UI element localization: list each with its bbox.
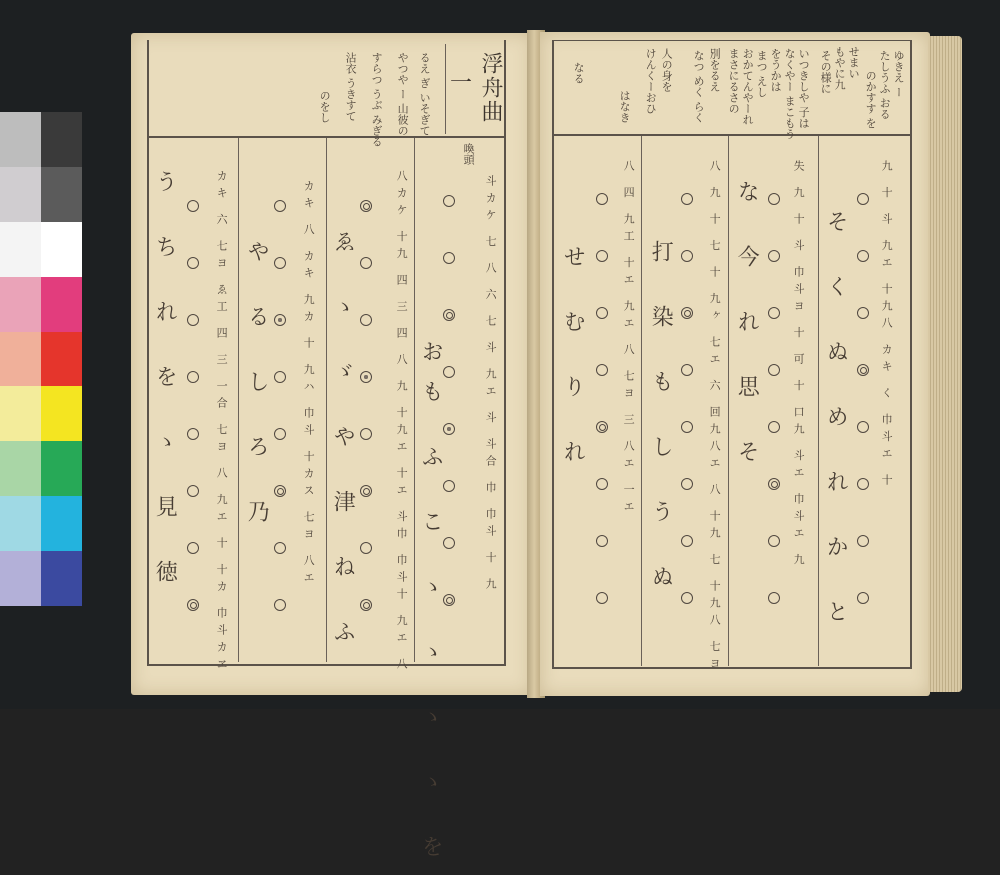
right-header-note: なる [572, 62, 586, 84]
notation-circle [443, 195, 455, 207]
notation-circle [768, 478, 780, 490]
notation-circle [768, 421, 780, 433]
right-header-note: まさにるさの [727, 48, 741, 114]
right-header-note: せまい [847, 46, 861, 79]
left-header-note: るえ ぎ いそぎて [418, 52, 432, 136]
lyric-column: や る し ろ 乃 [244, 240, 270, 540]
left-column-divider [414, 138, 415, 662]
notation-circle [768, 307, 780, 319]
left-header-note: やつや ー 山彼の [396, 52, 410, 136]
calibration-swatch [0, 332, 41, 387]
right-header-note: もやに九 [833, 46, 847, 90]
notation-circle [274, 542, 286, 554]
notation-numbers: 八 九 十 七 十 九ヶ 七エ 六 回九八エ 八 十九 七 十九八 七ヨ [708, 160, 722, 675]
notation-circle [360, 485, 372, 497]
calibration-swatch [0, 496, 41, 551]
calibration-swatch [0, 551, 41, 606]
notation-circle [443, 366, 455, 378]
right-header-note: をうかは [769, 48, 783, 92]
right-header-note: いつきしや 子は [797, 48, 811, 129]
notation-circle [274, 371, 286, 383]
right-header-note: その様に [819, 50, 833, 94]
notation-circle [681, 193, 693, 205]
song-title: 浮舟曲 [478, 52, 503, 124]
notation-circle [274, 257, 286, 269]
notation-circle [857, 478, 869, 490]
right-header-note: 別をるえ [708, 48, 722, 92]
notation-circle [187, 542, 199, 554]
calibration-swatch [0, 386, 41, 441]
right-header-note: まつ えし [755, 50, 769, 98]
notation-circle [768, 535, 780, 547]
right-header-note: なくやー まこもう [783, 48, 797, 140]
notation-circle [360, 371, 372, 383]
notation-circle [596, 535, 608, 547]
notation-circle [768, 364, 780, 376]
page-edge-stack [928, 36, 962, 692]
calibration-swatch [41, 222, 82, 277]
calibration-swatch [41, 332, 82, 387]
lyric-column: せ む り れ [560, 245, 586, 480]
notation-circle [768, 592, 780, 604]
notation-circle [360, 542, 372, 554]
notation-circle [187, 599, 199, 611]
calibration-swatch [41, 551, 82, 606]
notation-circle [443, 309, 455, 321]
notation-circle [360, 200, 372, 212]
notation-circle [596, 307, 608, 319]
notation-circles [360, 200, 372, 656]
right-header-note: のかすす を [864, 70, 878, 129]
notation-circle [681, 250, 693, 262]
notation-circle [274, 428, 286, 440]
notation-circle [596, 421, 608, 433]
notation-circle [596, 592, 608, 604]
notation-circle [360, 599, 372, 611]
notation-circle [187, 371, 199, 383]
notation-circle [857, 193, 869, 205]
notation-circle [596, 478, 608, 490]
lyric-column: そ く ぬ め れ か と [823, 210, 849, 640]
calibration-swatch [0, 112, 41, 167]
notation-circle [596, 193, 608, 205]
notation-circle [681, 592, 693, 604]
left-header-note: 沾衣 うきすて [344, 52, 358, 122]
notation-circle [360, 428, 372, 440]
calibration-swatch [41, 386, 82, 441]
right-header-rule [552, 134, 910, 136]
notation-circle [360, 314, 372, 326]
notation-numbers: 八 四 九工 十エ 九エ 八 七ヨ 三 八エ 一エ [622, 160, 636, 518]
calibration-swatch [0, 222, 41, 277]
notation-circle [274, 599, 286, 611]
notation-circle [768, 250, 780, 262]
right-header-note: けんくーおひ [644, 48, 658, 114]
calibration-swatch [0, 277, 41, 332]
title-number: 一 [450, 71, 473, 96]
lyric-column: ゑ ゝ ゞ や 津 ね ふ [330, 230, 356, 660]
lyric-column: な 今 れ 思 そ [734, 180, 760, 480]
notation-circle [681, 421, 693, 433]
right-column-divider [728, 136, 729, 666]
notation-circle [857, 592, 869, 604]
notation-circles [857, 193, 869, 649]
calibration-swatch [0, 167, 41, 222]
notation-circle [857, 307, 869, 319]
notation-circle [187, 314, 199, 326]
notation-circle [274, 485, 286, 497]
notation-circles [187, 200, 199, 656]
notation-numbers: 九 十 斗 九エ 十九八 カキ く 巾斗エ 十 [880, 160, 894, 491]
right-column-divider [641, 136, 642, 666]
notation-circle [681, 307, 693, 319]
notation-circles [443, 195, 455, 651]
notation-circle [857, 364, 869, 376]
notation-circle [857, 421, 869, 433]
notation-circle [857, 250, 869, 262]
notation-circle [768, 193, 780, 205]
right-header-note: なつ めく らく [692, 50, 706, 123]
notation-circle [187, 428, 199, 440]
notation-circle [681, 535, 693, 547]
left-header-note: すらつ うぶ みぎる [370, 52, 384, 147]
calibration-swatch [0, 441, 41, 496]
notation-numbers: カキ 六 七ヨ ゑ工 四 三 一合 七ヨ 八 九エ 十 十カ 巾斗カヱ [215, 170, 229, 675]
calibration-swatch [41, 167, 82, 222]
notation-circle [596, 250, 608, 262]
notation-circle [360, 257, 372, 269]
left-column-divider [326, 138, 327, 662]
notation-circle [187, 257, 199, 269]
notation-circle [274, 200, 286, 212]
notation-numbers: 斗カケ 七 八 六 七 斗 九エ 斗 斗合 巾 巾斗 十 九 [484, 175, 498, 595]
notation-circle [443, 252, 455, 264]
left-column-divider [238, 138, 239, 662]
lead-label: 喚頭 [462, 143, 476, 165]
notation-circle [443, 594, 455, 606]
notation-circles [596, 193, 608, 649]
notation-circle [187, 485, 199, 497]
notation-numbers: 失 九 十 斗 巾斗ヨ 十 可 十 口九 斗エ 巾斗エ 九 [792, 160, 806, 571]
right-header-note: 人の身を [660, 48, 674, 92]
right-header-note: たしうふ おる [878, 50, 892, 120]
calibration-swatch [41, 441, 82, 496]
calibration-swatch [41, 496, 82, 551]
right-column-divider [818, 136, 819, 666]
notation-numbers: カキ 八 カキ 九カ 十 九ハ 巾斗 十カス 七ヨ 八エ [302, 180, 316, 589]
notation-circle [443, 480, 455, 492]
lyric-column: う ち れ を ゝ 見 徳 [152, 170, 178, 600]
notation-circle [857, 535, 869, 547]
lyric-column: 打 染 も し う ぬ [648, 240, 674, 605]
calibration-swatch [41, 277, 82, 332]
notation-circle [596, 364, 608, 376]
left-header-note: のをし [318, 90, 332, 123]
notation-numbers: 八カケ 十九 四 三 四 八 九 十九エ 十エ 斗巾 巾斗十 九エ 八 [395, 170, 409, 675]
lyric-column: おも ふ こ ゝ ゝ ゝ ゝ を [418, 340, 444, 875]
calibration-swatch [41, 112, 82, 167]
notation-circles [681, 193, 693, 649]
notation-circle [681, 478, 693, 490]
right-header-note: ゆきえ ー [892, 50, 906, 98]
notation-circle [443, 423, 455, 435]
right-header-note: はなき [618, 90, 632, 123]
notation-circle [681, 364, 693, 376]
notation-circles [768, 193, 780, 649]
right-header-note: おかてんやーれ [741, 48, 755, 125]
notation-circle [187, 200, 199, 212]
notation-circle [274, 314, 286, 326]
color-calibration-strip [0, 112, 82, 606]
notation-circles [274, 200, 286, 656]
notation-circle [443, 537, 455, 549]
